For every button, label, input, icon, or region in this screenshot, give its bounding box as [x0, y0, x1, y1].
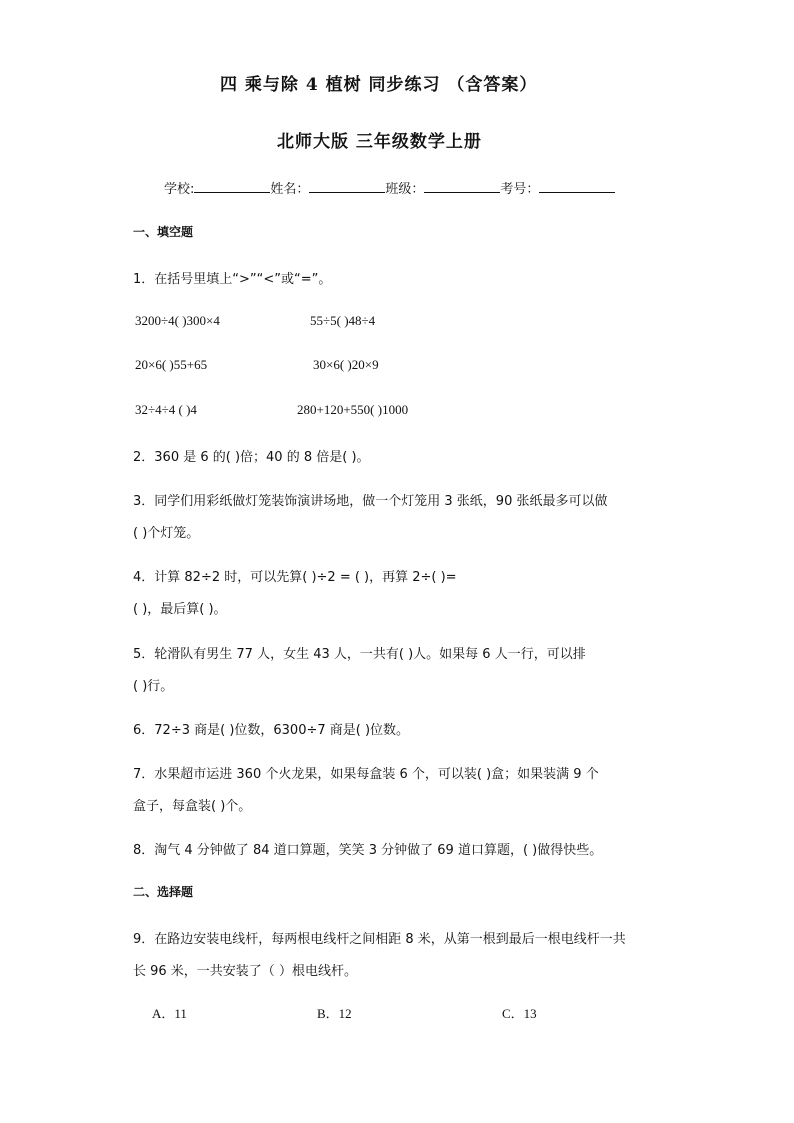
name-field[interactable] [309, 180, 385, 193]
student-info-row [164, 178, 615, 197]
class-field[interactable] [424, 180, 500, 193]
page-subtitle: 北师大版 三年级数学上册 [277, 132, 482, 152]
question-3-line-1: 3．同学们用彩纸做灯笼装饰演讲场地，做一个灯笼用 3 张纸，90 张纸最多可以做 [133, 494, 608, 509]
q1-item-e: 32÷4÷4 ( )4 [135, 402, 197, 417]
section-fill-heading: 一、填空题 [133, 225, 194, 239]
page-title: 四 乘与除 4 植树 同步练习 （含答案） [220, 75, 538, 95]
question-9-line-1: 9．在路边安装电线杆，每两根电线杆之间相距 8 米，从第一根到最后一根电线杆一共 [133, 932, 626, 947]
q1-item-d: 30×6( )20×9 [313, 357, 379, 372]
question-1: 1．在括号里填上“>”“<”或“=”。 [133, 272, 332, 287]
number-label: 考号： [500, 182, 540, 197]
question-7-line-2: 盒子，每盒装( )个。 [133, 799, 252, 814]
section-choice-heading: 二、选择题 [133, 885, 194, 899]
question-2: 2．360 是 6 的( )倍；40 的 8 倍是( )。 [133, 450, 370, 465]
question-8: 8．淘气 4 分钟做了 84 道口算题，笑笑 3 分钟做了 69 道口算题，( )做得快些。 [133, 843, 603, 858]
number-field[interactable] [539, 180, 615, 193]
school-label: 学校: [164, 182, 195, 197]
q1-item-b: 55÷5( )48÷4 [310, 313, 376, 328]
question-5-line-2: ( )行。 [133, 679, 174, 694]
question-5-line-1: 5．轮滑队有男生 77 人，女生 43 人，一共有( )人。如果每 6 人一行，可以排 [133, 647, 586, 662]
q1-item-a: 3200÷4( )300×4 [135, 313, 220, 328]
q1-item-f: 280+120+550( )1000 [297, 402, 409, 417]
name-label: 姓名： [270, 182, 310, 197]
q9-option-c[interactable]: C．13 [502, 1006, 537, 1021]
school-field[interactable] [194, 180, 270, 193]
class-label: 班级： [385, 182, 425, 197]
q9-option-b[interactable]: B．12 [317, 1006, 352, 1021]
question-4-line-2: ( )，最后算( )。 [133, 602, 227, 617]
q9-option-a[interactable]: A．11 [152, 1006, 187, 1021]
question-4-line-1: 4．计算 82÷2 时，可以先算( )÷2 = ( )，再算 2÷( )= [133, 570, 457, 585]
question-6: 6．72÷3 商是( )位数，6300÷7 商是( )位数。 [133, 723, 410, 738]
question-3-line-2: ( )个灯笼。 [133, 526, 200, 541]
question-7-line-1: 7．水果超市运进 360 个火龙果，如果每盒装 6 个，可以装( )盒；如果装满 9 个 [133, 767, 599, 782]
question-9-line-2: 长 96 米，一共安装了（ ）根电线杆。 [133, 964, 357, 979]
q1-item-c: 20×6( )55+65 [135, 357, 208, 372]
